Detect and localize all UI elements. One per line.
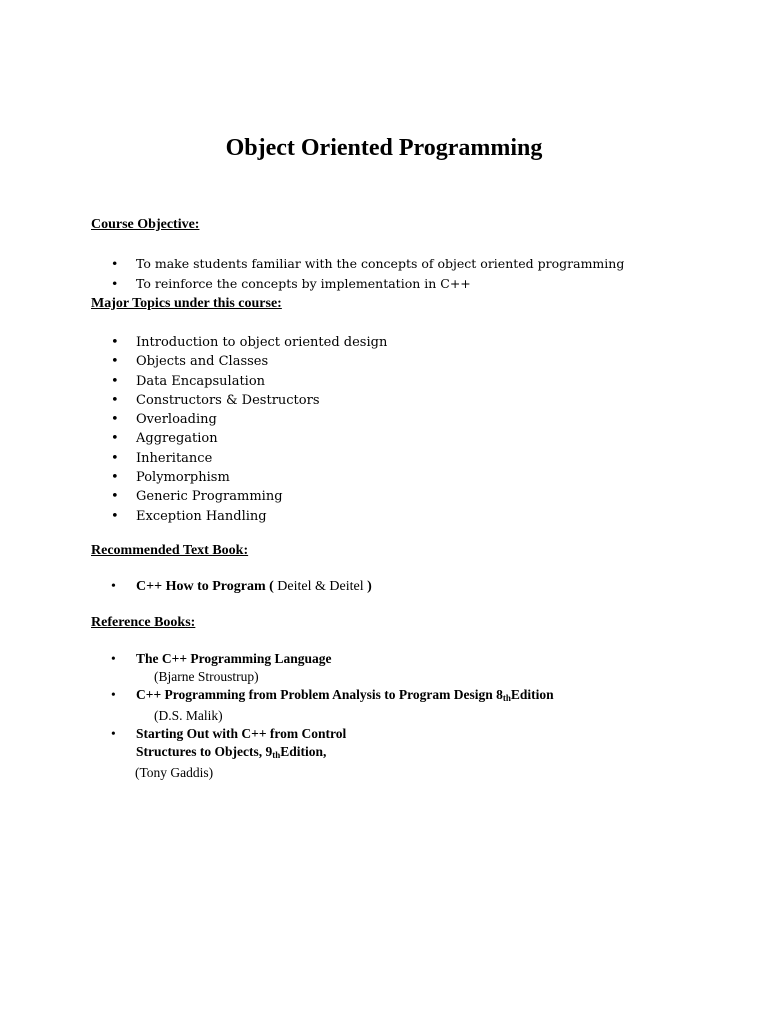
book-title-text: C++ Programming from Problem Analysis to Program Design 8 <box>136 687 503 702</box>
list-item: • Introduction to object oriented design <box>91 333 387 352</box>
list-item <box>91 577 372 596</box>
list-item: • Generic Programming <box>91 487 387 506</box>
text-book-heading: Recommended Text Book: <box>91 543 249 558</box>
text-book-list <box>91 577 372 596</box>
list-item: • Polymorphism <box>91 468 387 487</box>
list-item <box>91 725 554 782</box>
list-item: • To reinforce the concepts by implementation in C++ <box>91 274 624 294</box>
book-title: C++ How to Program <box>136 579 266 594</box>
book-title-end: Edition, <box>280 744 327 759</box>
list-item: • Data Encapsulation <box>91 372 387 391</box>
list-item: • Aggregation <box>91 429 387 448</box>
ordinal-suffix: th <box>272 750 281 760</box>
book-author: (D.S. Malik) <box>154 708 223 723</box>
book-author: Deitel & Deitel <box>277 579 364 594</box>
page-title: Object Oriented Programming <box>225 135 543 161</box>
list-item: • To make students familiar with the concepts of object oriented programming <box>91 254 624 274</box>
course-objective-list <box>91 254 624 294</box>
ordinal-suffix: th <box>502 693 511 703</box>
list-item: • Objects and Classes <box>91 352 387 371</box>
list-item <box>91 650 554 686</box>
reference-books-heading: Reference Books: <box>91 615 196 630</box>
major-topics-list <box>91 333 387 526</box>
list-item <box>91 686 554 725</box>
book-title-end: Edition <box>510 687 554 702</box>
list-item: • Constructors & Destructors <box>91 391 387 410</box>
book-author: (Tony Gaddis) <box>135 765 214 780</box>
course-objective-heading: Course Objective: <box>91 217 200 232</box>
book-author: (Bjarne Stroustrup) <box>154 669 259 684</box>
book-title <box>136 686 554 707</box>
list-item: • Exception Handling <box>91 507 387 526</box>
book-title-text: Structures to Objects, 9 <box>136 744 273 759</box>
book-title-line2 <box>136 743 554 764</box>
list-item: • Overloading <box>91 410 387 429</box>
reference-books-list <box>91 650 554 782</box>
major-topics-heading: Major Topics under this course: <box>91 296 282 311</box>
book-title: • The C++ Programming Language <box>136 651 332 666</box>
list-item: • Inheritance <box>91 449 387 468</box>
open-paren: ( <box>269 579 274 594</box>
close-paren: ) <box>367 579 372 594</box>
book-title-line1: • Starting Out with C++ from Control <box>136 726 347 741</box>
